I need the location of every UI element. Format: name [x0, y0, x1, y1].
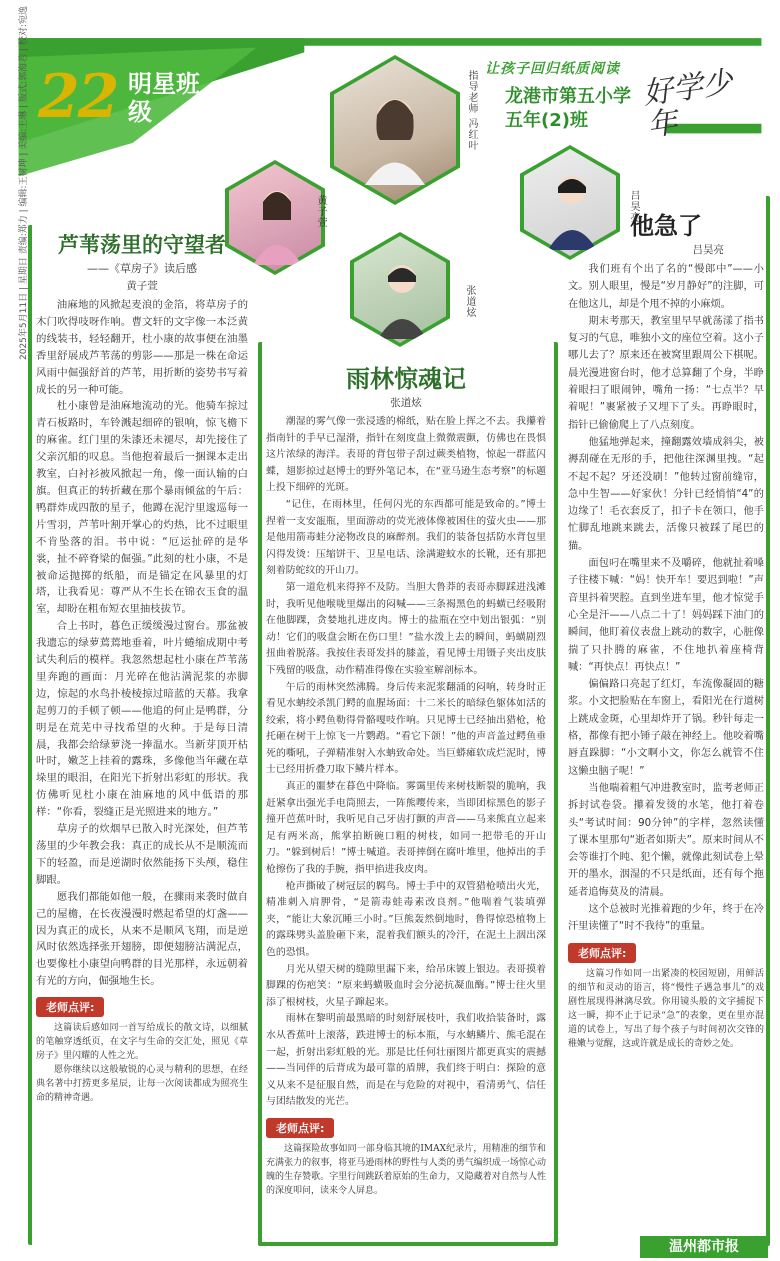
paragraph: 枪声撕破了树冠层的羁鸟。博士手中的双管猎枪喷出火光，精准刺入肩胛骨，“是箭毒蛙毒素改良剂。”他喘着气装填弹夹，“能让大象沉睡三小时。”巨熊轰然倒地时，鲁得惊恐植物上的露珠劈头盖脸砸下来，混着我们额头的冷汗，在泥土上洇出深色的恐惧。	[266, 880, 546, 958]
student-b-photo	[350, 232, 450, 347]
right-article	[568, 212, 764, 1051]
footer-paper-name: 温州都市报	[640, 1236, 768, 1258]
comment-paragraph: 这篇探险故事如同一部身临其境的IMAX纪录片，用精准的细节和充满张力的叙事，将亚马逊雨林的野性与人类的勇气编织成一场惊心动魄的生存赞歌。字里行间跳跃着原始的生命力，又隐藏着对自然与人性的深度叩问，读来令人屏息。	[266, 1143, 546, 1196]
paragraph: 杜小康曾是油麻地流动的光。他骑车掠过青石板路时，车铃溅起细碎的银响，惊飞檐下的麻雀。红门里的朱漆还未褪尽，却先接住了父亲沉船的叹息。当他抱着最后一捆课本走出教室，白衬衫被风掀起一角，像一面认输的白旗。但真正的转折藏在那个暴雨倾盆的午后：鸭群炸成四散的星子，他蹲在泥泞里逡巡每一片雪羽，芦苇叶割开掌心的灼热，比不过眼里不肯坠落的泪。书中说：“厄运扯碎的是华裳，扯不碎脊梁的倔强。”此刻的杜小康，不是被命运抛掷的纸船，而是锚定在风暴里的灯塔，让我看见：尊严从不生长在锦衣玉食的温室，却盼在粗布短衣里抽枝拔节。	[36, 400, 248, 616]
teacher-label: 指导老师 冯红叶	[466, 70, 477, 152]
issue-number: 22	[38, 62, 118, 132]
haoxue-logo: 好学少年	[640, 64, 735, 144]
student-b-label: 张道炫	[464, 285, 475, 318]
left-article-body	[36, 297, 248, 990]
paragraph: 真正的噩梦在暮色中降临。雾霭里传来树枝断裂的脆响，我赶紧拿出强光手电筒照去，一阵熊嘤传来，当即团棕黑色的影子撞开芭蕉叶时，我听见自己牙齿打颤的声音——马来熊直立起来足有两米高，熊掌拍断碗口粗的树枝，如同一把带毛的开山刀。“躲到树后！”博士喊道。表哥摔倒在腐叶堆里，他掉出的手枪擦伤了我的手腕，指甲掐进我皮肉。	[266, 781, 546, 876]
left-article-author: 黄子萱	[126, 280, 158, 292]
right-article-body	[568, 261, 764, 936]
paragraph: 偏偏路口亮起了红灯，车流像凝固的糖浆。小文把脸贴在车窗上，看阳光在行道树上跳成金斑，心里却炸开了锅。秒针每走一格，都像有把小锤子敲在神经上。他咬着嘴唇直跺脚：“小文啊小文，你怎么就管不住这懒虫脑子呢！”	[568, 679, 764, 777]
school-name	[505, 85, 631, 133]
paragraph: 当他喘着粗气冲进教室时，监考老师正拆封试卷袋。攥着发烫的水笔，他打着卷头“考试时间：90分钟”的字样，忽然读懂了课本里那句“逝者如斯夫”。原来时间从不会等谁打个盹、犯个懒，就像此刻试卷上晕开的墨水，洇湿的不只是纸面，还有每个拖延者追悔莫及的清晨。	[568, 782, 764, 898]
mid-article-author: 张道炫	[390, 397, 422, 409]
masthead-meta: 2025年5月11日 | 星期日 责编:郑力 | 编辑:王树坤 | 美编:王琳 | 版式:郭海若 | 校对:宛逸	[19, 6, 29, 360]
school-line2: 五年(2)班	[505, 110, 588, 131]
left-comment	[36, 1021, 248, 1105]
comment-paragraph: 愿你继续以这般敏锐的心灵与精利的思想，在经典名著中打捞更多星辰，让每一次阅读都成为照亮生命的精神奇遇。	[36, 1065, 248, 1104]
left-comment-label: 老师点评:	[36, 997, 104, 1017]
right-article-author: 吕昊亮	[692, 244, 724, 256]
student-a-label: 黄子萱	[315, 195, 326, 228]
paragraph: 我们班有个出了名的“慢郎中”——小文。别人眼里，慢是“岁月静好”的注脚，可在他这儿，却是个甩不掉的小麻烦。	[568, 264, 764, 310]
comment-paragraph: 这篇读后感如同一首写给成长的散文诗，以细腻的笔触穿透纸页，在文字与生命的交汇处，照见《草房子》里闪耀的人性之光。	[36, 1023, 248, 1062]
right-article-title: 他急了	[630, 212, 702, 240]
mid-comment	[266, 1142, 546, 1198]
slogan: 让孩子回归纸质阅读	[485, 61, 620, 77]
paragraph: 午后的雨林突然沸腾。身后传来泥浆翻涌的闷响，转身时正看见水蚺绞杀凯门鳄的血腥场面：十二米长的暗绿色躯体如活的绞索，将小鳄鱼勒得骨骼嘎吱作响。只见博士已经抽出猎枪，枪托砸在树干上惊飞一片鹦鹉。“看它下颌！”他的声音盖过鳄鱼垂死的嘶吼，子弹精准射入水蚺致命处。当巨蟒瘫软成烂泥时，博士已经用折叠刀取下鳞片样本。	[266, 681, 546, 776]
paragraph: 潮湿的雾气像一张浸透的棉纸，贴在脸上挥之不去。我攥着指南针的手早已湿滑，指针在刻度盘上微微震颤，仿佛也在畏惧这片浓绿的海洋。表哥的背包带子刮过蕨类植物，惊起一群蓝闪蝶，翅影掠过赵博士的野外笔记本，在“亚马逊生态考察”的标题上投下细碎的光斑。	[266, 416, 546, 494]
paragraph: 雨林在黎明前最黑暗的时刻舒展枝叶，我们收拾装备时，露水从香蕉叶上滚落，跌进博士的标本瓶，与水蚺鳞片、熊毛混在一起，折射出彩虹般的光。那是比任何壮丽图片都更真实的震撼——当同伴的后背成为最可靠的盾牌，我们终于明白：探险的意义从来不是征服自然，而是在与危险的对视中，看清勇气、信任与团结散发的光芒。	[266, 1013, 546, 1108]
paragraph: 月光从望天树的缝隙里漏下来，给吊床镀上银边。表哥摸着脚踝的伤疤笑：“原来蚂蟥吸血时会分泌抗凝血酶。”博士往火里添了根树枝，火星子蹿起来。	[266, 963, 546, 1008]
right-comment	[568, 967, 764, 1051]
paragraph: “记住，在雨林里，任何闪光的东西都可能是致命的。”博士捏着一支安瓿瓶，里面游动的荧光液体像被困住的萤火虫——那是他用箭毒蛙分泌物改良的麻醉剂。我们的装备包括防水背包里闪得发烫：压缩饼干、卫星电话、涂满避蚊水的长靴，还有那把刻着防蛇纹的开山刀。	[266, 498, 546, 577]
paragraph: 他猛地弹起来，撞翻露效墙成斜尖，被褥刮碰在无形的手，把他往深渊里拽。“起不起不起？牙还没刷！”他转过窗前缝帘，急中生智——好家伙！分针已经悄悄“4”的边缘了！毛衣套反了，扣子卡在领口，他手忙脚乱地跳来跳去，活像只被踩了尾巴的猫。	[568, 436, 764, 552]
school-line1: 龙港市第五小学	[505, 86, 631, 107]
paragraph: 合上书时，暮色正缓缓漫过窗台。那盆被我遗忘的绿萝蔫蔫地垂着，叶片蜷缩成期中考试失利后的模样。我忽然想起杜小康在芦苇荡里奔跑的画面：月光碎在他沾满泥浆的赤脚边，惊起的水鸟扑棱棱掠过暗蓝的天幕。我拿起剪刀的手顿了顿——他追的何止是鸭群，分明是在荒芜中寻找希望的火种。于是每日清晨，我都会给绿萝浇一捧温水。当新芽顶开枯叶时，嫩芝上挂着的露珠，多像他当年藏在草垛里的眼泪，在阳光下折射出彩虹的形状。我仿佛听见杜小康在油麻地的风中低语的那样：“你看，裂缝正是光照进来的地方。”	[36, 620, 248, 819]
paragraph: 期末考那天，教室里早早就荡漾了指书复习的气息，唯独小文的座位空着。这小子哪儿去了？原来还在被窝里跟周公下棋呢。晨光漫进窗台时，他才总算翻了个身，半睁着眼扫了眼闹钟，嘴角一扬：“七点半？早着呢！”裹紧被子又埋下了头。再睁眼时，指针已偷偷爬上了八点刻度。	[568, 315, 764, 431]
right-comment-label: 老师点评:	[568, 943, 636, 963]
banner-title: 明星班级	[128, 70, 200, 126]
paragraph: 这个总被时光推着跑的少年，终于在冷汗里读懂了“时不我待”的重量。	[568, 903, 764, 933]
paragraph: 草房子的炊烟早已散入时光深处，但芦苇荡里的少年教会我：真正的成长从不是顺流而下的轻盈，而是逆湖时依然能扬下头颅，稳住脚跟。	[36, 823, 248, 886]
left-article	[36, 232, 248, 1105]
paragraph: 第一道危机来得猝不及防。当胆大鲁莽的表哥赤脚踩进浅滩时，我听见他喉咙里爆出的闷喊——三条褐黑色的蚂蟥已经吸附在他脚踝，贪婪地扎进皮肉。博士的盐瓶在空中划出银弧：“别动！它们的吸盘会断在伤口里！”盐水泼上去的瞬间，蚂蟥剧烈扭曲着脱落。我按住表哥发抖的膝盖，看见博士用镊子夹出皮肤下残留的吸盘，动作精准得像在实验室解剖标本。	[266, 581, 546, 676]
paragraph: 面包叼在嘴里来不及嚼碎，他就扯着嗓子往楼下喊：“妈！快开车！要迟到啦！”声音里抖着哭腔。直到坐进车里，他才惊觉手心全是汗——八点二十了！妈妈踩下油门的瞬间，他盯着仪表盘上跳动的数字，心脏像揣了只扑腾的麻雀，不住地扒着座椅背喊：“再快点！再快点！”	[568, 558, 764, 673]
mid-article	[266, 365, 546, 1198]
paragraph: 油麻地的风掀起麦浪的金箔，将草房子的木门吹得吱呀作响。曹文轩的文字像一本泛黄的线装书，轻轻翻开，杜小康的故事便在油墨香里舒展成芦苇荡的剪影——那是一株在命运风雨中倔强舒首的芦苇，用折断的姿势书写着成长的另一种可能。	[36, 299, 248, 396]
mid-article-body	[266, 414, 546, 1111]
student-c-label: 吕昊亮	[628, 190, 639, 223]
student-a-avatar-icon	[250, 180, 305, 265]
mid-comment-label: 老师点评:	[266, 1118, 334, 1138]
teacher-avatar-icon	[360, 85, 430, 185]
left-article-title: 芦苇荡里的守望者	[58, 233, 226, 257]
paragraph: 愿我们都能如他一般，在骤雨来袭时做自己的屋檐，在长夜漫漫时燃起希望的灯盏——因为真正的成长，从来不是顺风飞翔，而是逆风时依然选择张开翅膀，即便翅膀沾满泥点，也要像杜小康望向鸭群的目光那样，永远朝着有光的方向，倔强地生长。	[36, 890, 248, 988]
mid-article-title: 雨林惊魂记	[346, 365, 466, 393]
student-b-avatar-icon	[375, 254, 430, 339]
left-article-subtitle: ——《草房子》读后感	[87, 262, 197, 275]
comment-paragraph: 这篇习作如同一出紧凑的校园短剧，用鲜活的细节和灵动的语言，将“慢性子遇急事儿”的戏剧性展现得淋漓尽致。你用镜头般的文字捕捉下这一瞬，抑不止于记录“急”的表象，更在里亦混道的试卷上，写出了每个孩子与时间初次交锋的稚嫩与觉醒，这或许就是成长的奇妙之处。	[568, 968, 764, 1049]
